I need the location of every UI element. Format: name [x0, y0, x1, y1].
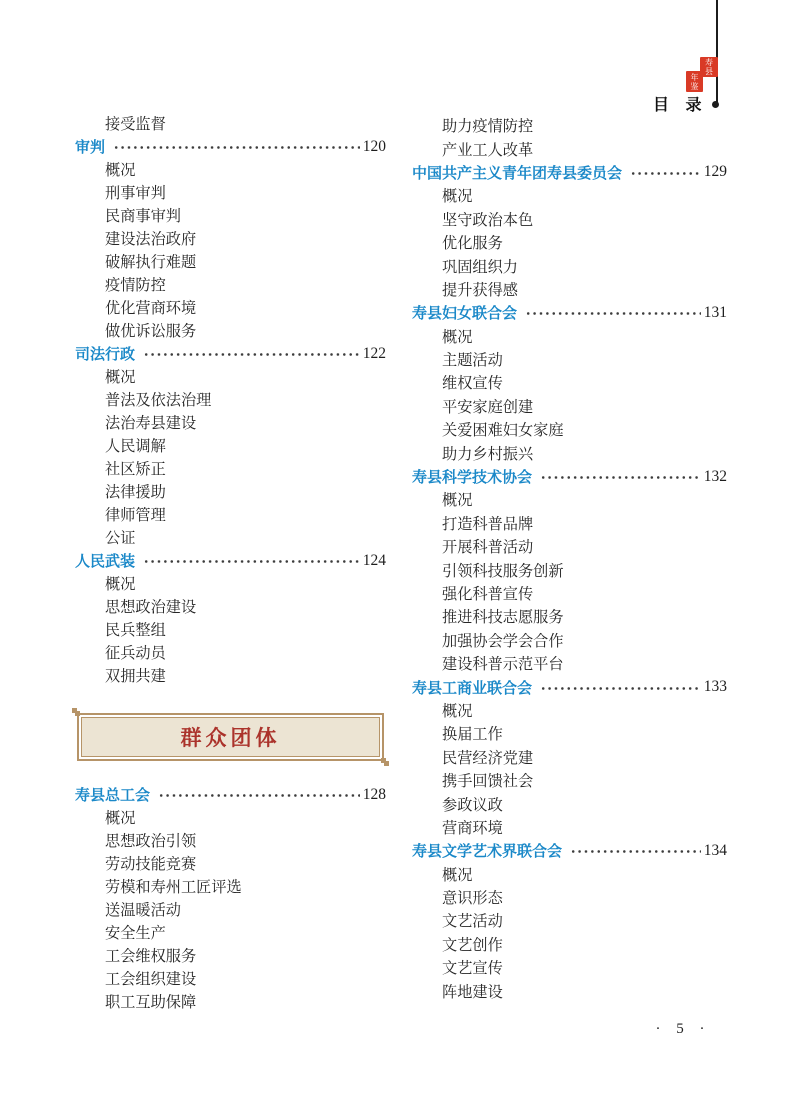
- toc-entry: [412, 278, 727, 301]
- toc-entry-label: 参政议政: [442, 796, 503, 814]
- toc-entry: [412, 558, 727, 581]
- page-title: 目 录: [653, 97, 708, 114]
- toc-entry: [75, 664, 386, 687]
- toc-heading-label: 中国共产主义青年团寿县委员会: [412, 164, 623, 182]
- toc-entry-label: 文艺宣传: [442, 960, 503, 978]
- banner-inner-frame: [81, 717, 380, 757]
- toc-entry: [75, 944, 386, 967]
- toc-entry: [75, 480, 386, 503]
- toc-entry: [75, 967, 386, 990]
- toc-entry-label: 安全生产: [105, 925, 166, 942]
- dot-leader: [143, 350, 360, 359]
- toc-entry-label: 概况: [105, 162, 136, 179]
- toc-entry-label: 征兵动员: [105, 645, 166, 662]
- toc-section-heading: [75, 549, 386, 572]
- toc-entry-label: 营商环境: [442, 819, 503, 837]
- dot-leader: [570, 847, 701, 856]
- toc-entry: [75, 296, 386, 319]
- toc-section-heading: [412, 301, 727, 324]
- toc-entry: [412, 184, 727, 207]
- toc-entry: [412, 208, 727, 231]
- toc-entry-label: 破解执行难题: [105, 254, 197, 271]
- toc-entry-label: 产业工人改革: [442, 141, 534, 159]
- toc-entry-label: 法治寿县建设: [105, 415, 197, 432]
- toc-entry: [412, 348, 727, 371]
- toc-entry: [412, 488, 727, 511]
- banner-corner-ornament: [72, 708, 77, 713]
- dot-leader: [540, 684, 701, 693]
- toc-entry-label: 平安家庭创建: [442, 398, 534, 416]
- toc-entry-label: 换届工作: [442, 726, 503, 744]
- toc-section-heading: [412, 839, 727, 862]
- toc-entry-label: 人民调解: [105, 438, 166, 455]
- toc-heading-label: 寿县妇女联合会: [412, 305, 518, 323]
- toc-page-number: 132: [703, 467, 727, 485]
- toc-entry-label: 推进科技志愿服务: [442, 609, 564, 627]
- toc-entry-label: 工会组织建设: [105, 971, 197, 988]
- toc-page-number: 131: [703, 303, 727, 321]
- toc-entry-label: 概况: [442, 188, 473, 206]
- toc-entry: [75, 526, 386, 549]
- toc-column-right: [412, 114, 727, 1003]
- toc-entry: [412, 371, 727, 394]
- toc-entry: [412, 629, 727, 652]
- toc-entry: [412, 535, 727, 558]
- toc-section-heading: [75, 135, 386, 158]
- toc-entry-label: 律师管理: [105, 507, 166, 524]
- toc-entry-label: 开展科普活动: [442, 539, 534, 557]
- toc-entry: [412, 652, 727, 675]
- toc-entry-label: 概况: [105, 369, 136, 386]
- toc-entry-label: 文艺活动: [442, 913, 503, 931]
- seal-right-text: 寿县: [705, 58, 713, 76]
- toc-entry: [75, 898, 386, 921]
- toc-entry-label: 疫情防控: [105, 277, 166, 294]
- toc-entry: [412, 699, 727, 722]
- toc-entry-label: 职工互助保障: [105, 994, 197, 1011]
- toc-entry-label: 打造科普品牌: [442, 515, 534, 533]
- toc-page-number: 129: [703, 163, 727, 181]
- toc-heading-label: 寿县文学艺术界联合会: [412, 843, 563, 861]
- toc-entry: [75, 457, 386, 480]
- toc-section-heading: [75, 342, 386, 365]
- toc-entry: [412, 769, 727, 792]
- toc-entry-label: 强化科普宣传: [442, 586, 534, 603]
- toc-entry-label: 公证: [105, 530, 136, 547]
- toc-entry: [75, 572, 386, 595]
- toc-section-heading: [412, 161, 727, 184]
- toc-entry-label: 概况: [442, 702, 473, 720]
- toc-entry-label: 法律援助: [105, 484, 166, 501]
- toc-section-heading: [75, 783, 386, 806]
- toc-entry: [75, 273, 386, 296]
- toc-entry: [75, 388, 386, 411]
- toc-entry-label: 工会维权服务: [105, 948, 197, 965]
- toc-page-number: 133: [703, 678, 727, 696]
- dot-leader: [525, 309, 701, 318]
- toc-section-heading: [412, 465, 727, 488]
- toc-entry-label: 民兵整组: [105, 622, 166, 639]
- toc-entry-label: 建设科普示范平台: [442, 656, 564, 674]
- toc-entry: [412, 746, 727, 769]
- toc-entry-label: 做优诉讼服务: [105, 323, 197, 340]
- toc-entry-label: 刑事审判: [105, 185, 166, 202]
- toc-heading-label: 人民武装: [75, 553, 136, 570]
- toc-entry-label: 概况: [105, 810, 136, 827]
- toc-section-heading: [412, 675, 727, 698]
- toc-entry: [412, 441, 727, 464]
- toc-entry: [75, 595, 386, 618]
- toc-entry: [75, 990, 386, 1013]
- toc-entry-label: 提升获得感: [442, 281, 518, 299]
- toc-entry-label: 优化营商环境: [105, 300, 197, 317]
- toc-entry-label: 引领科技服务创新: [442, 562, 564, 580]
- toc-heading-label: 寿县科学技术协会: [412, 469, 533, 487]
- toc-page-number: 122: [362, 344, 386, 362]
- toc-entry: [75, 434, 386, 457]
- toc-entry-label: 意识形态: [442, 890, 503, 908]
- toc-entry-label: 概况: [442, 492, 473, 510]
- toc-entry-label: 加强协会学会合作: [442, 632, 564, 650]
- toc-page-number: 128: [362, 785, 386, 803]
- toc-entry: [412, 886, 727, 909]
- toc-entry-label: 巩固组织力: [442, 258, 518, 276]
- toc-entry: [412, 816, 727, 839]
- toc-entry: [412, 325, 727, 348]
- toc-entry-label: 关爱困难妇女家庭: [442, 422, 564, 440]
- toc-entry: [75, 641, 386, 664]
- toc-entry-label: 普法及依法治理: [105, 392, 212, 409]
- toc-entry: [412, 792, 727, 815]
- toc-entry: [75, 618, 386, 641]
- toc-entry: [75, 875, 386, 898]
- toc-entry-label: 思想政治建设: [105, 599, 197, 616]
- toc-entry: [412, 863, 727, 886]
- toc-entry-label: 民商事审判: [105, 208, 181, 225]
- toc-entry: [75, 112, 386, 135]
- toc-entry-label: 送温暖活动: [105, 902, 181, 919]
- banner-title: 群众团体: [180, 727, 281, 750]
- seal-left-text: 年鉴: [690, 72, 699, 91]
- dot-leader: [113, 143, 360, 152]
- dot-leader: [630, 169, 701, 178]
- toc-entry: [75, 319, 386, 342]
- toc-entry: [412, 418, 727, 441]
- toc-entry: [75, 227, 386, 250]
- toc-entry: [75, 921, 386, 944]
- toc-heading-label: 寿县总工会: [75, 787, 151, 804]
- toc-entry: [412, 254, 727, 277]
- toc-entry-label: 助力乡村振兴: [442, 445, 534, 463]
- toc-entry-label: 阵地建设: [442, 983, 503, 1001]
- toc-entry: [412, 582, 727, 605]
- toc-entry: [412, 395, 727, 418]
- toc-entry: [75, 411, 386, 434]
- toc-entry-label: 思想政治引领: [105, 833, 197, 850]
- page-number: · 5 ·: [655, 1021, 711, 1037]
- toc-entry: [75, 181, 386, 204]
- toc-entry-label: 概况: [442, 866, 473, 884]
- toc-entry: [75, 852, 386, 875]
- toc-column-left: [75, 112, 386, 1013]
- toc-entry-label: 文艺创作: [442, 936, 503, 954]
- toc-entry: [75, 158, 386, 181]
- toc-entry: [412, 114, 727, 137]
- toc-heading-label: 寿县工商业联合会: [412, 679, 533, 697]
- toc-entry: [412, 231, 727, 254]
- toc-entry: [75, 204, 386, 227]
- toc-entry: [412, 605, 727, 628]
- toc-page-number: 120: [362, 137, 386, 155]
- dot-leader: [143, 557, 360, 566]
- toc-entry-label: 社区矫正: [105, 461, 166, 478]
- toc-entry: [412, 956, 727, 979]
- toc-entry-label: 优化服务: [442, 235, 503, 253]
- toc-entry-label: 概况: [442, 328, 473, 346]
- toc-entry: [412, 512, 727, 535]
- toc-entry-label: 双拥共建: [105, 668, 166, 685]
- toc-entry-label: 助力疫情防控: [442, 118, 534, 136]
- toc-page-number: 124: [362, 551, 386, 569]
- toc-entry: [75, 250, 386, 273]
- toc-entry: [75, 806, 386, 829]
- dot-leader: [540, 473, 701, 482]
- toc-page-number: 134: [703, 841, 727, 859]
- toc-entry-label: 携手回馈社会: [442, 773, 534, 791]
- toc-entry-label: 建设法治政府: [105, 231, 197, 248]
- toc-entry-label: 劳动技能竞赛: [105, 856, 197, 873]
- toc-entry: [412, 933, 727, 956]
- toc-entry-label: 劳模和寿州工匠评选: [105, 879, 242, 896]
- toc-entry-label: 接受监督: [105, 116, 166, 133]
- toc-entry: [75, 829, 386, 852]
- toc-entry: [75, 503, 386, 526]
- header-rule-dot: [712, 101, 719, 108]
- header-vertical-rule: [716, 0, 718, 104]
- dot-leader: [158, 791, 360, 800]
- toc-entry-label: 民营经济党建: [442, 749, 534, 767]
- toc-entry-label: 概况: [105, 576, 136, 593]
- toc-heading-label: 审判: [75, 139, 106, 156]
- toc-entry-label: 维权宣传: [442, 375, 503, 393]
- toc-entry-label: 主题活动: [442, 352, 503, 370]
- toc-entry: [75, 365, 386, 388]
- toc-entry: [412, 137, 727, 160]
- yearbook-seal-left: [686, 71, 703, 92]
- toc-entry: [412, 979, 727, 1002]
- toc-entry: [412, 722, 727, 745]
- toc-heading-label: 司法行政: [75, 346, 136, 363]
- banner-corner-ornament: [384, 761, 389, 766]
- toc-entry: [412, 909, 727, 932]
- toc-entry-label: 坚守政治本色: [442, 211, 534, 229]
- section-banner: [77, 713, 384, 761]
